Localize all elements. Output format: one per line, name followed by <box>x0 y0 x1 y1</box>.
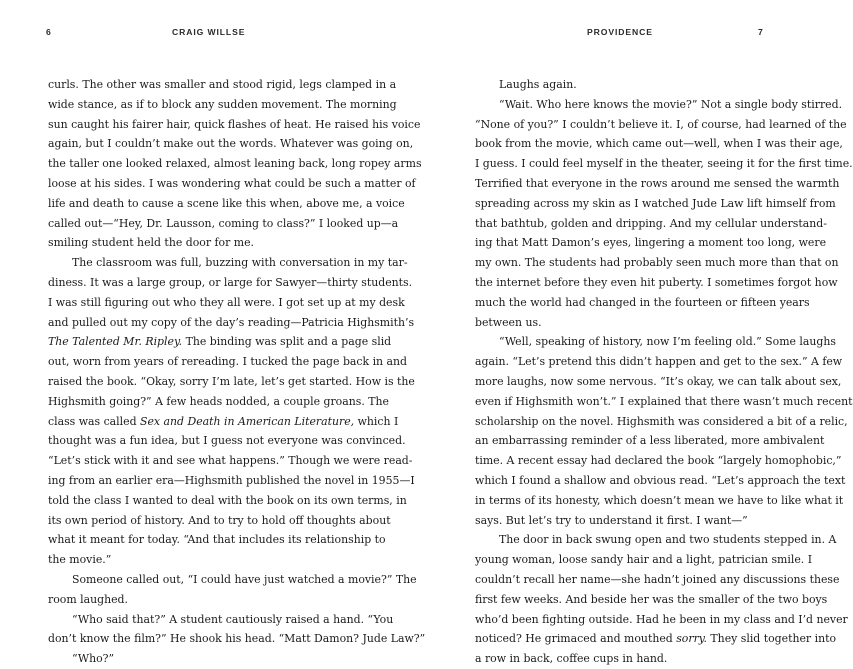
paragraph <box>475 95 853 333</box>
paragraph <box>475 332 853 530</box>
text-line: curls. The other was smaller and stood rigid, legs clamped in a <box>48 78 397 91</box>
text-line: “Well, speaking of history, now I’m feeling old.” Some laughs <box>499 335 837 349</box>
text-line: the internet before they even hit puberty. I sometimes forgot how <box>475 275 838 289</box>
text-line: life and death to cause a scene like this when, above me, a voice <box>48 196 405 210</box>
text-line: spreading across my skin as I watched Jude Law lift himself from <box>475 196 836 210</box>
text-line: “Let’s stick with it and see what happens.” Though we were read- <box>48 454 413 468</box>
text-line: and pulled out my copy of the day’s reading—Patricia Highsmith’s <box>48 315 415 329</box>
text-line: loose at his sides. I was wondering what could be such a matter of <box>48 176 416 190</box>
paragraph <box>48 75 422 253</box>
text-line: “Who?” <box>72 652 115 666</box>
running-head-author: CRAIG WILLSE <box>172 27 246 37</box>
paragraph <box>48 649 371 669</box>
left-page <box>0 0 426 666</box>
text-line: couldn’t recall her name—she hadn’t joined any discussions these <box>475 572 840 586</box>
body-text <box>48 75 426 669</box>
text-line: again. “Let’s pretend this didn’t happen and get to the sex.” A few <box>475 355 843 369</box>
text-line: class was called Sex and Death in American Literature, which I <box>48 414 399 428</box>
text-line: again, but I couldn’t make out the words. Whatever was going on, <box>48 137 414 151</box>
text-line: what it meant for today. “And that includes its relationship to <box>48 533 386 547</box>
paragraph <box>48 253 415 570</box>
text-line: between us. <box>475 315 542 329</box>
text-line: my own. The students had probably seen much more than that on <box>475 256 839 270</box>
text-line: ing from an earlier era—Highsmith published the novel in 1955—I <box>48 473 415 487</box>
text-line: The door in back swung open and two students stepped in. A <box>499 533 837 547</box>
text-line: Highsmith going?” A few heads nodded, a couple groans. The <box>48 394 389 408</box>
text-line: Terrified that everyone in the rows around me sensed the warmth <box>475 176 840 190</box>
text-line: I guess. I could feel myself in the theater, seeing it for the first time. <box>475 157 853 171</box>
right-page <box>405 0 853 666</box>
text-line: Someone called out, “I could have just watched a movie?” The <box>72 572 417 586</box>
text-line: told the class I wanted to deal with the book on its own terms, in <box>48 493 407 507</box>
page-number: 7 <box>758 27 764 37</box>
text-line: “None of you?” I couldn’t believe it. I, of course, had learned of the <box>475 117 847 131</box>
text-line: Laughs again. <box>499 78 577 91</box>
text-line: the movie.” <box>48 553 112 567</box>
text-line: an embarrassing reminder of a less liberated, more ambivalent <box>475 434 825 448</box>
text-line: raised the book. “Okay, sorry I’m late, let’s get started. How is the <box>48 374 415 388</box>
text-line: diness. It was a large group, or large for Sawyer—thirty students. <box>48 275 413 289</box>
text-line: which I found a shallow and obvious read. “Let’s approach the text <box>475 473 846 487</box>
text-line: in terms of its honesty, which doesn’t mean we have to like what it <box>475 493 844 507</box>
text-line: who’d been fighting outside. Had he been in my class and I’d never <box>475 612 848 626</box>
text-line: time. A recent essay had declared the book “largely homophobic,” <box>475 454 842 468</box>
text-line: young woman, loose sandy hair and a light, patrician smile. I <box>475 553 813 567</box>
running-head-title: PROVIDENCE <box>587 27 653 37</box>
text-line: noticed? He grimaced and mouthed sorry. They slid together into <box>475 632 837 646</box>
text-line: out, worn from years of rereading. I tucked the page back in and <box>48 355 408 369</box>
paragraph <box>48 610 426 650</box>
text-line: more laughs, now some nervous. “It’s okay, we can talk about sex, <box>475 374 842 388</box>
body-text <box>475 75 853 669</box>
text-line: sun caught his fairer hair, quick flashes of heat. He raised his voice <box>48 117 421 131</box>
text-line: first few weeks. And beside her was the smaller of the two boys <box>475 592 828 606</box>
text-line: even if Highsmith won’t.” I explained that there wasn’t much recent <box>475 394 853 408</box>
text-line: “Wait. Who here knows the movie?” Not a single body stirred. <box>499 97 843 111</box>
paragraph <box>475 530 848 669</box>
text-line: room laughed. <box>48 592 128 606</box>
text-line: a row in back, coffee cups in hand. <box>475 652 668 666</box>
text-line: much the world had changed in the fourteen or fifteen years <box>475 295 810 309</box>
text-line: thought was a fun idea, but I guess not everyone was convinced. <box>48 434 406 448</box>
text-line: scholarship on the novel. Highsmith was considered a bit of a relic, <box>475 414 848 428</box>
text-line: The classroom was full, buzzing with conversation in my tar- <box>72 256 408 270</box>
text-line: says. But let’s try to understand it first. I want—” <box>475 513 748 527</box>
text-line: The Talented Mr. Ripley. The binding was split and a page slid <box>48 335 392 349</box>
text-line: ing that Matt Damon’s eyes, lingering a moment too long, were <box>475 236 827 250</box>
text-line: don’t know the film?” He shook his head. “Matt Damon? Jude Law?” <box>48 632 426 646</box>
text-line: smiling student held the door for me. <box>48 236 254 250</box>
text-line: I was still figuring out who they all were. I got set up at my desk <box>48 295 405 309</box>
text-line: book from the movie, which came out—well, when I was their age, <box>475 137 843 151</box>
text-line: the taller one looked relaxed, almost leaning back, long ropey arms <box>48 157 422 171</box>
paragraph <box>475 75 798 95</box>
text-line: its own period of history. And to try to hold off thoughts about <box>48 513 391 527</box>
paragraph <box>48 570 417 610</box>
text-line: called out—“Hey, Dr. Lausson, coming to class?” I looked up—a <box>48 216 399 230</box>
text-line: wide stance, as if to block any sudden movement. The morning <box>48 97 397 111</box>
page-number: 6 <box>46 27 52 37</box>
text-line: “Who said that?” A student cautiously raised a hand. “You <box>72 612 394 626</box>
text-line: that bathtub, golden and dripping. And my cellular understand- <box>475 216 827 230</box>
